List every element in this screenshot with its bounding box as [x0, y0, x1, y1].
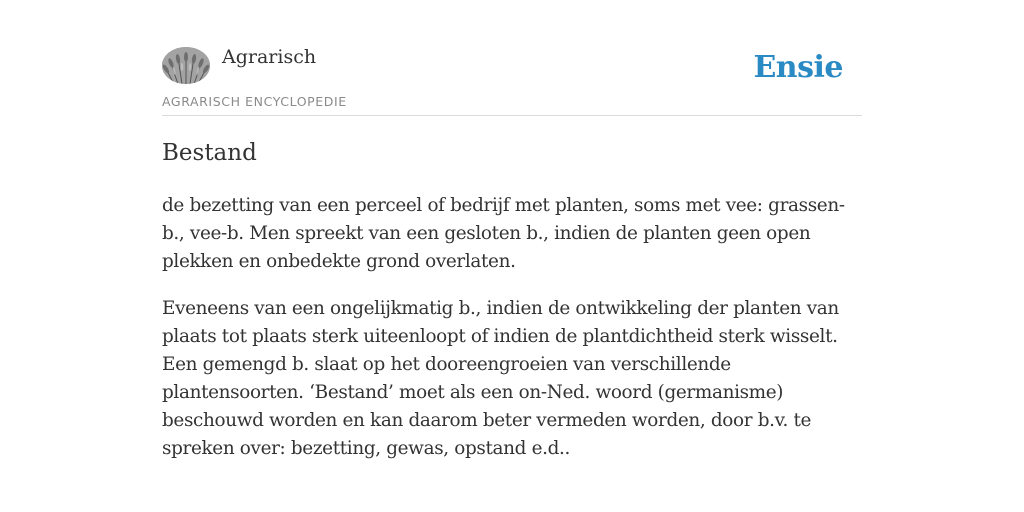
- article-title: Bestand: [162, 140, 257, 166]
- header: [162, 0, 862, 116]
- article-paragraph: de bezetting van een perceel of bedrijf met planten, soms met vee: grassen-b., vee-b. Men spreekt van een gesloten b., indien de planten geen open plekken en onbedekte grond overlaten.: [162, 195, 845, 272]
- ensie-logo[interactable]: Ensie: [753, 50, 843, 85]
- encyclopedia-avatar[interactable]: [162, 47, 210, 84]
- page-container: [162, 0, 862, 459]
- article-body: [162, 192, 862, 482]
- encyclopedia-subtitle[interactable]: AGRARISCH ENCYCLOPEDIE: [162, 94, 347, 109]
- wheat-plant-icon: [162, 47, 210, 84]
- article-paragraph: Eveneens van een ongelijkmatig b., indien de ontwikkeling der planten van plaats tot plaats sterk uiteenloopt of indien de plantdichtheid sterk wisselt. Een gemengd b. slaat op het dooreengroeien van verschillende plantensoorten. ‘Bestand’ moet als een on-Ned. woord (germanisme) beschouwd worden en kan daarom beter vermeden worden, door b.v. te spreken over: bezetting, gewas, opstand e.d..: [162, 298, 839, 459]
- encyclopedia-name[interactable]: Agrarisch: [222, 46, 317, 68]
